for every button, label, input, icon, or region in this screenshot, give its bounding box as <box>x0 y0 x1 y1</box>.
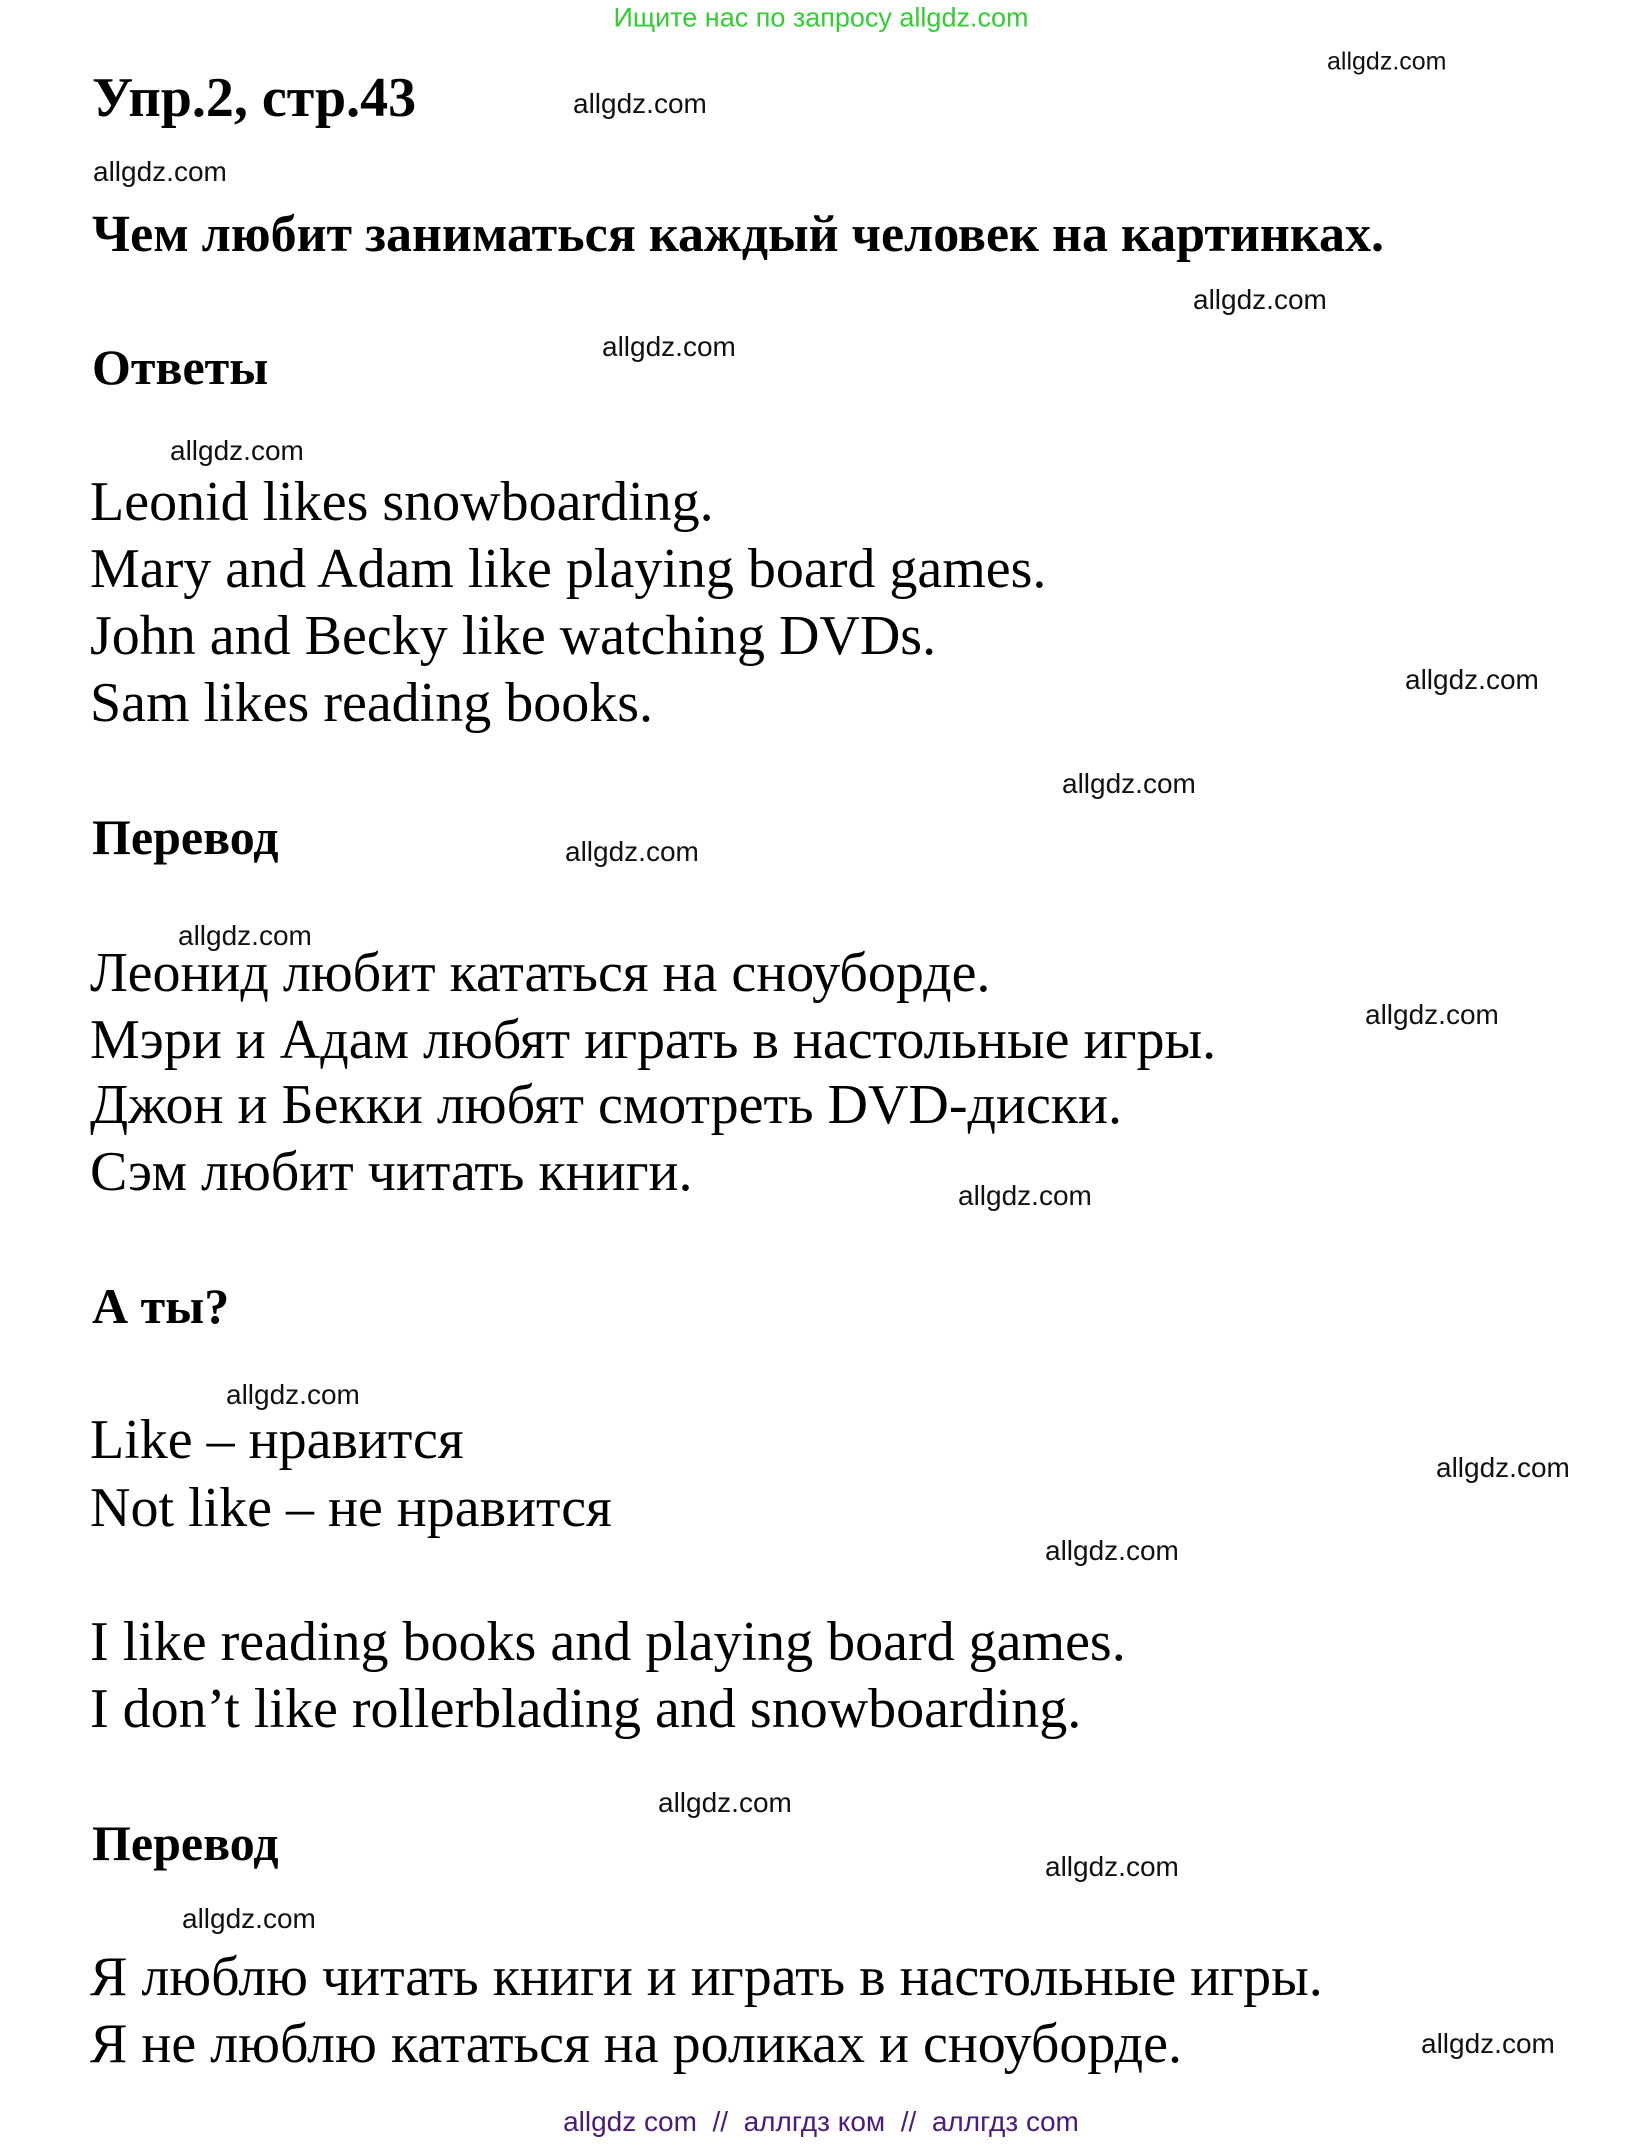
task-text: Чем любит заниматься каждый человек на картинках. <box>92 206 1385 263</box>
watermark: allgdz.com <box>1436 1452 1570 1483</box>
watermark: allgdz.com <box>1405 664 1539 695</box>
translation-heading: Перевод <box>92 809 279 865</box>
translation2-line: Я люблю читать книги и играть в настольные игры. <box>90 1946 1323 2008</box>
watermark: allgdz.com <box>1193 284 1327 315</box>
watermark: allgdz.com <box>1327 47 1447 76</box>
translation-line: Сэм любит читать книги. <box>90 1141 693 1203</box>
watermark: allgdz.com <box>1421 2028 1555 2059</box>
watermark: allgdz.com <box>1062 768 1196 799</box>
you-line: I like reading books and playing board games. <box>90 1611 1126 1673</box>
you-line: I don’t like rollerblading and snowboarding. <box>90 1678 1082 1740</box>
answer-line: Mary and Adam like playing board games. <box>90 538 1047 600</box>
answer-line: Leonid likes snowboarding. <box>90 471 714 533</box>
exercise-title: Упр.2, стр.43 <box>92 67 417 129</box>
watermark: allgdz.com <box>226 1379 360 1410</box>
answers-heading: Ответы <box>92 339 269 395</box>
watermark: allgdz.com <box>1045 1535 1179 1566</box>
search-banner: Ищите нас по запросу allgdz.com <box>613 2 1029 33</box>
watermark: allgdz.com <box>658 1787 792 1818</box>
translation2-line: Я не люблю кататься на роликах и сноуборде. <box>90 2013 1183 2075</box>
translation-line: Джон и Бекки любят смотреть DVD-диски. <box>90 1074 1122 1136</box>
translation-line: Мэри и Адам любят играть в настольные игры. <box>90 1009 1217 1071</box>
vocab-line: Not like – не нравится <box>90 1477 612 1539</box>
watermark: allgdz.com <box>602 331 736 362</box>
watermark: allgdz.com <box>170 435 304 466</box>
answer-line: John and Becky like watching DVDs. <box>90 605 937 667</box>
watermark: allgdz.com <box>178 920 312 951</box>
watermark: allgdz.com <box>182 1903 316 1934</box>
watermark: allgdz.com <box>573 88 707 119</box>
watermark: allgdz.com <box>1045 1851 1179 1882</box>
watermark: allgdz.com <box>93 156 227 187</box>
translation2-heading: Перевод <box>92 1815 279 1871</box>
you-heading: А ты? <box>92 1278 230 1334</box>
footer-links: allgdz com // аллгдз ком // аллгдз com <box>563 2106 1079 2137</box>
watermark: allgdz.com <box>958 1180 1092 1211</box>
watermark: allgdz.com <box>565 836 699 867</box>
watermark: allgdz.com <box>1365 999 1499 1030</box>
translation-line: Леонид любит кататься на сноуборде. <box>90 942 991 1004</box>
answer-line: Sam likes reading books. <box>90 672 654 734</box>
vocab-line: Like – нравится <box>90 1409 464 1471</box>
